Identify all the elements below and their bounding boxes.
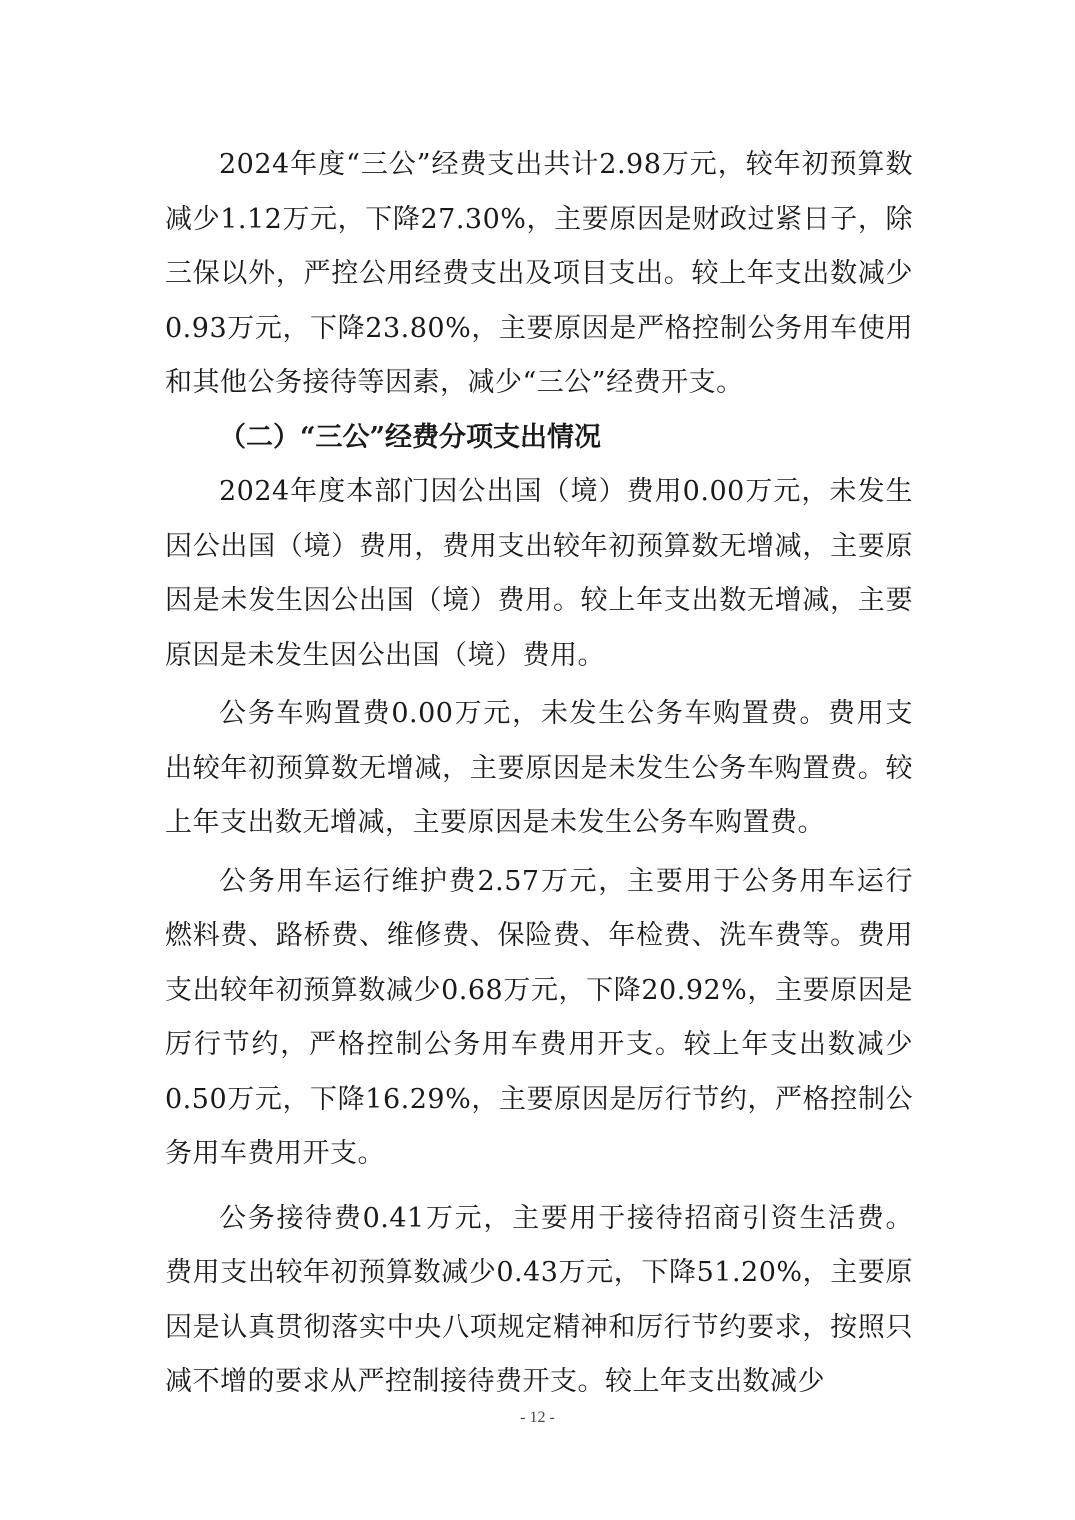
paragraph-overseas-travel: 2024年度本部门因公出国（境）费用0.00万元，未发生因公出国（境）费用，费用支出较年初预算数无增减，主要原因是未发生因公出国（境）费用。较上年支出数无增减，主要原因是未发生因公出国（境）费用。 [165, 476, 913, 671]
paragraph-vehicle-purchase: 公务车购置费0.00万元，未发生公务车购置费。费用支出较年初预算数无增减，主要原因是未发生公务车购置费。较上年支出数无增减，主要原因是未发生公务车购置费。 [165, 698, 913, 838]
paragraph-vehicle-operation: 公务用车运行维护费2.57万元，主要用于公务用车运行燃料费、路桥费、维修费、保险费、年检费、洗车费等。费用支出较年初预算数减少0.68万元，下降20.92%，主要原因是厉行节约，严格控制公务用车费用开支。较上年支出数减少0.50万元，下降16.29%，主要原因是厉行节约，严格控制公务用车费用开支。 [165, 865, 913, 1169]
paragraph-reception: 公务接待费0.41万元，主要用于接待招商引资生活费。费用支出较年初预算数减少0.43万元，下降51.20%，主要原因是认真贯彻落实中央八项规定精神和厉行节约要求，按照只减不增的要求从严控制接待费开支。较上年支出数减少 [165, 1202, 913, 1397]
document-body [165, 138, 913, 1410]
section-heading: （二）“三公”经费分项支出情况 [219, 421, 602, 453]
page-number: - 12 - [520, 1409, 555, 1426]
paragraph-sangong-total: 2024年度“三公”经费支出共计2.98万元，较年初预算数减少1.12万元，下降27.30%，主要原因是财政过紧日子，除三保以外，严控公用经费支出及项目支出。较上年支出数减少0.93万元，下降23.80%，主要原因是严格控制公务用车使用和其他公务接待等因素，减少“三公”经费开支。 [165, 149, 913, 398]
